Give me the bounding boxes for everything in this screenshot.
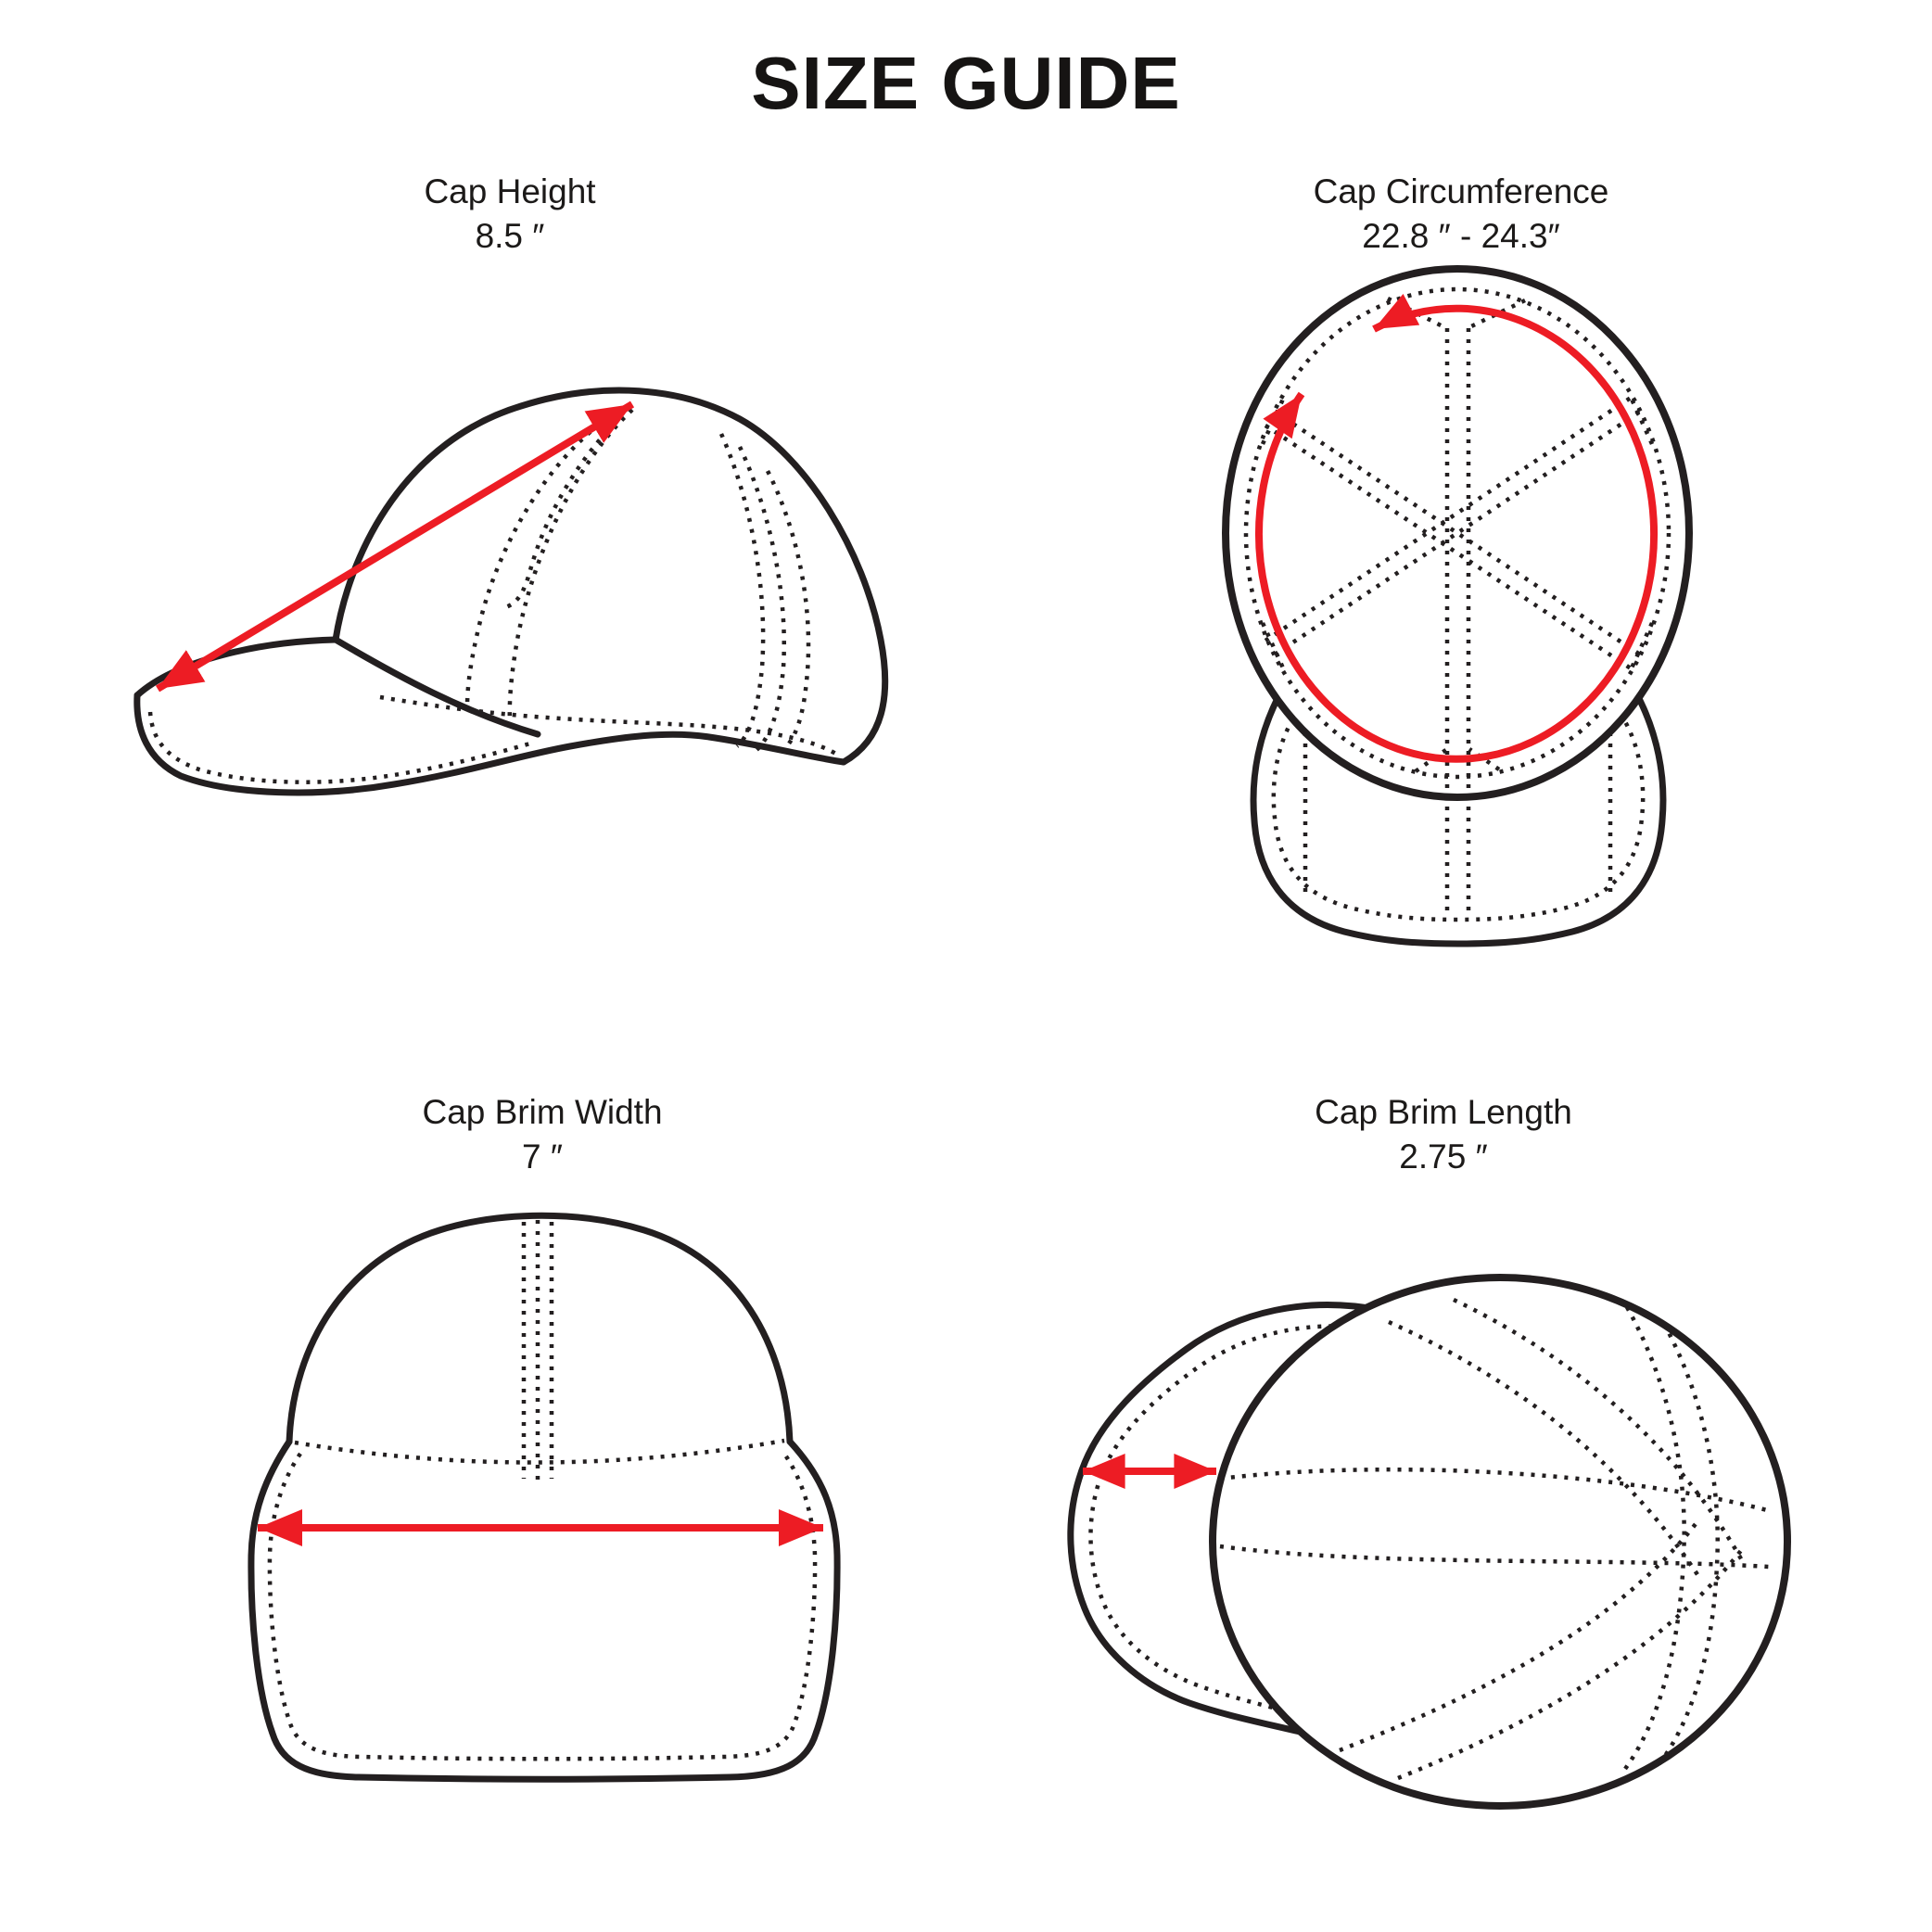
page-title: SIZE GUIDE: [751, 42, 1181, 124]
cap-top-view-drawing: [1154, 250, 1766, 992]
figure-value: 2.75 ″: [1399, 1138, 1488, 1176]
cap-front-view-drawing: [243, 1205, 845, 1789]
crown-circle: [1226, 269, 1689, 797]
cap-outline: [137, 390, 885, 793]
figure-label: Cap Brim Length: [1315, 1093, 1572, 1131]
label-cap-height: [250, 170, 769, 259]
figure-label: Cap Circumference: [1313, 172, 1609, 210]
figure-label: Cap Brim Width: [422, 1093, 663, 1131]
label-cap-brim-length: [1184, 1090, 1703, 1179]
cap-outline: [251, 1215, 837, 1779]
figure-value: 8.5 ″: [475, 217, 545, 255]
cap-seam-stitches: [150, 406, 839, 782]
figure-value: 7 ″: [522, 1138, 563, 1176]
label-cap-brim-width: [283, 1090, 802, 1179]
crown-circle: [1213, 1277, 1787, 1806]
cap-side-view-drawing: [102, 362, 936, 881]
label-cap-circumference: [1201, 170, 1721, 259]
figure-value: 22.8 ″ - 24.3″: [1362, 217, 1560, 255]
height-arrow-icon: [158, 404, 632, 689]
figure-label: Cap Height: [424, 172, 596, 210]
cap-seam-stitches: [270, 1220, 815, 1759]
cap-overhead-view-drawing: [1057, 1242, 1799, 1817]
